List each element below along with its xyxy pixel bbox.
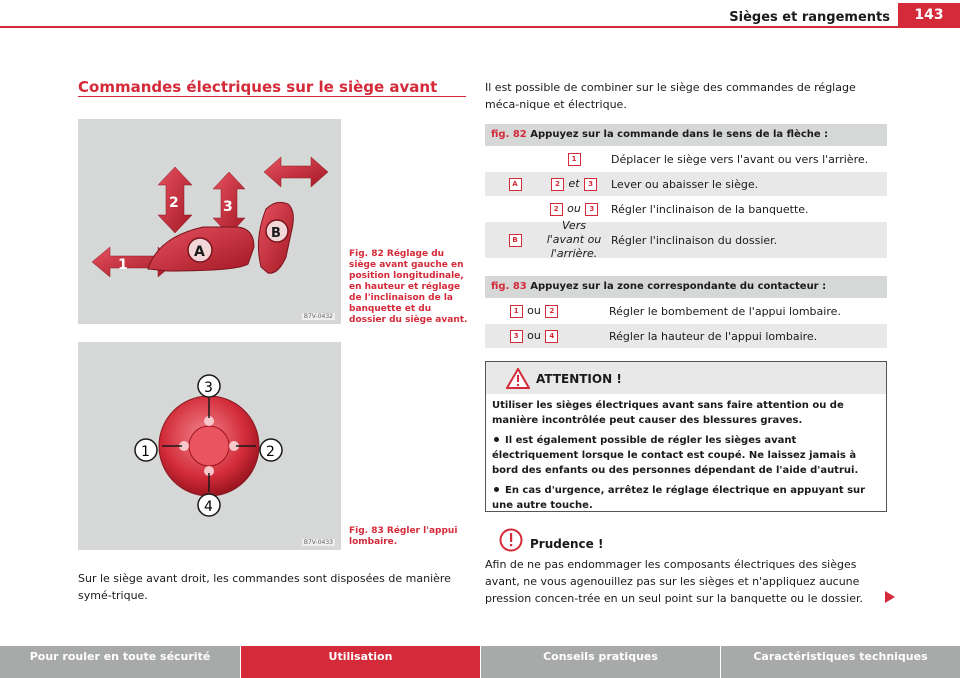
key-badge: 1 (510, 305, 523, 318)
footer-tab-conseils[interactable]: Conseils pratiques (480, 646, 720, 678)
figure-83-image (78, 342, 341, 550)
symmetry-note: Sur le siège avant droit, les commandes sont disposées de manière symé-trique. (78, 572, 451, 602)
attention-p3: En cas d'urgence, arrêtez le réglage électrique en appuyant sur une autre touche. (492, 485, 866, 511)
label-3: 3 (223, 199, 233, 215)
lumbar-label-4 (198, 494, 220, 516)
prudence-text: Afin de ne pas endommager les composants électriques des sièges avant, ne vous agenouillez pas sur les sièges et n'appliquez aucune pression concen-trée en un seul point sur la banquette ou le dossier. (485, 558, 863, 605)
footer-tab-utilisation[interactable]: Utilisation (240, 646, 480, 678)
running-header: Sièges et rangements (729, 10, 890, 25)
intro-paragraph: Il est possible de combiner sur le siège des commandes de réglage méca-nique et électrique. (485, 81, 856, 111)
row-desc: Régler la hauteur de l'appui lombaire. (609, 329, 818, 343)
arrow-backrest-icon (264, 157, 328, 187)
key-badge: 1 (568, 153, 581, 166)
bullet-icon (494, 437, 499, 442)
table-83-heading (485, 276, 887, 298)
key-badge: 3 (584, 178, 597, 191)
table-fig-82 (485, 124, 887, 258)
row-key-text: Vers l'avant ou l'arrière. (546, 219, 602, 260)
attention-p1: Utiliser les sièges électriques avant sans faire attention ou de manière incontrôlée peut causer des blessures graves. (492, 400, 844, 426)
svg-text:1: 1 (141, 444, 150, 460)
label-1: 1 (118, 257, 128, 273)
footer-tab-securite[interactable]: Pour rouler en toute sécurité (0, 646, 240, 678)
bullet-icon (494, 487, 499, 492)
row-desc: Régler l'inclinaison de la banquette. (611, 202, 809, 216)
table-82-heading-text: Appuyez sur la commande dans le sens de la flèche : (530, 129, 829, 140)
table-fig-83 (485, 276, 887, 348)
figure-83-code: B7V-0433 (303, 539, 333, 546)
label-2: 2 (169, 195, 179, 211)
arrow-3-icon (213, 172, 245, 235)
prudence-title: Prudence ! (530, 537, 604, 551)
key-badge: 2 (551, 178, 564, 191)
key-badge: 2 (550, 203, 563, 216)
key-badge: 3 (585, 203, 598, 216)
section-rule (78, 96, 466, 97)
arrow-2-icon (158, 167, 192, 233)
table-row (485, 324, 887, 348)
attention-title: ATTENTION ! (536, 372, 622, 386)
key-sep: ou (527, 329, 541, 343)
key-badge: 3 (510, 330, 523, 343)
key-sep: et (568, 177, 580, 191)
row-desc: Lever ou abaisser le siège. (611, 177, 759, 191)
lumbar-label-2 (260, 439, 282, 461)
next-page-arrow-icon[interactable] (884, 590, 896, 604)
label-b: B (271, 226, 281, 241)
attention-box (485, 361, 887, 512)
figure-82-caption: Fig. 82 Réglage du siège avant gauche en position longitudinale, en hauteur et réglage de l'inclinaison de la banquette et du dossier du siège avant. (349, 249, 468, 325)
table-row (485, 172, 887, 196)
section-title: Commandes électriques sur le siège avant (78, 78, 438, 96)
attention-p2: Il est également possible de régler les sièges avant électriquement lorsque le contact est coupé. Ne laissez jamais à bord des enfants ou des personnes dépendant de l'aide d'autrui. (492, 435, 859, 476)
table-row (485, 298, 887, 324)
fig-83-ref: fig. 83 (491, 281, 527, 292)
key-sep: ou (527, 304, 541, 318)
attention-p2-wrap (492, 433, 880, 478)
label-a: A (194, 244, 205, 260)
row-desc: Déplacer le siège vers l'avant ou vers l'arrière. (611, 152, 869, 166)
table-82-heading (485, 124, 887, 146)
backrest-button-b (258, 202, 293, 273)
svg-text:3: 3 (204, 380, 213, 396)
header-rule (0, 26, 960, 28)
lumbar-label-3 (198, 375, 220, 397)
figure-82-image (78, 119, 341, 324)
fig-82-ref: fig. 82 (491, 129, 527, 140)
svg-text:4: 4 (204, 499, 213, 515)
figure-83-caption: Fig. 83 Régler l'appui lombaire. (349, 526, 458, 547)
letter-badge-b: B (509, 234, 522, 247)
attention-header (486, 362, 886, 394)
lumbar-label-1 (135, 439, 157, 461)
warning-triangle-icon (506, 368, 530, 389)
table-row (485, 219, 887, 260)
key-badge: 2 (545, 305, 558, 318)
row-desc: Régler le bombement de l'appui lombaire. (609, 304, 841, 318)
footer-tab-caracteristiques[interactable]: Caractéristiques techniques (720, 646, 960, 678)
figure-82-code: B7V-0432 (303, 313, 333, 320)
key-sep: ou (567, 202, 581, 216)
key-badge: 4 (545, 330, 558, 343)
svg-text:2: 2 (266, 444, 275, 460)
caution-icon (499, 528, 523, 552)
table-row (485, 146, 887, 172)
table-83-heading-text: Appuyez sur la zone correspondante du contacteur : (530, 281, 827, 292)
page-number: 143 (898, 3, 960, 28)
row-desc: Régler l'inclinaison du dossier. (611, 233, 778, 247)
letter-badge-a: A (509, 178, 522, 191)
attention-p3-wrap (492, 483, 880, 513)
seat-button-a (148, 227, 254, 271)
footer-nav (0, 646, 960, 678)
